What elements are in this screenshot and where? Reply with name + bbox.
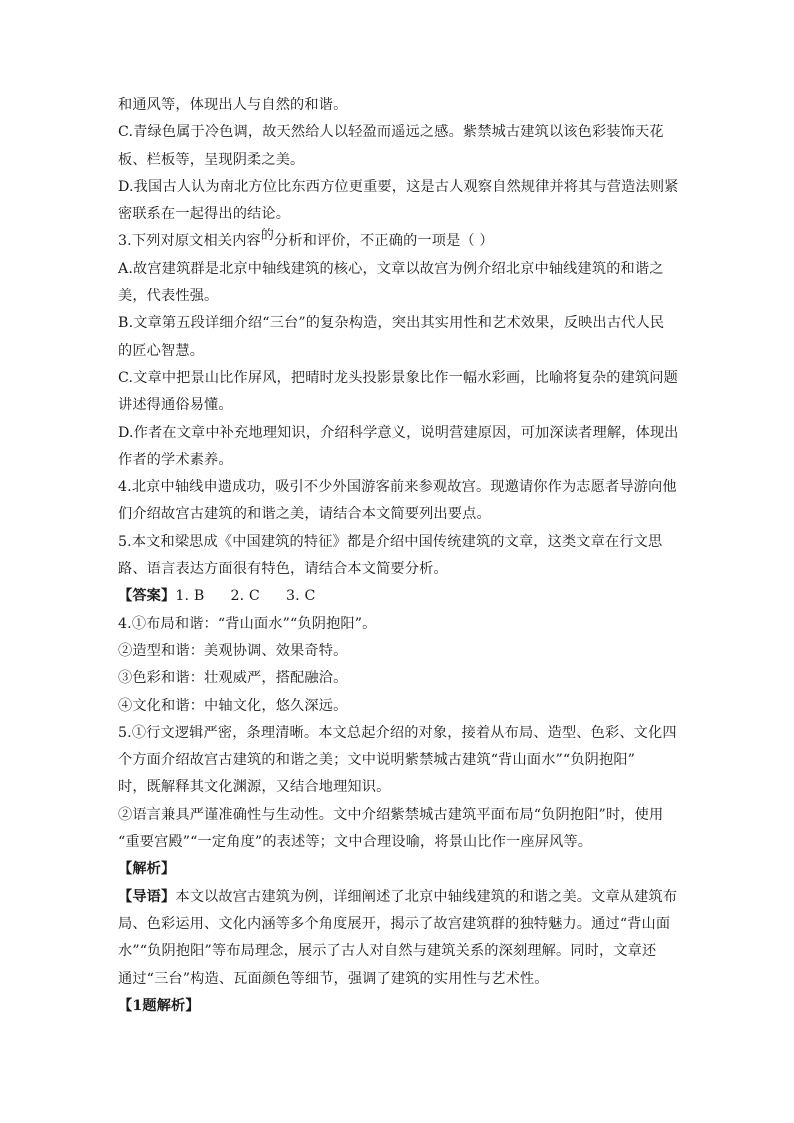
answer-4-point-4: ④文化和谐：中轴文化，悠久深远。 <box>118 697 348 714</box>
answer-label: 【答案】 <box>118 588 176 605</box>
intro-text: 本文以故宫古建筑为例，详细阐述了北京中轴线建筑的和谐之美。文章从建筑布 <box>175 888 678 905</box>
answer-5-point-2: ②语言兼具严谨准确性与生动性。文中介绍紫禁城古建筑平面布局“负阴抱阳”时，使用 <box>118 806 664 823</box>
answer-4-point-2: ②造型和谐：美观协调、效果奇特。 <box>118 642 348 659</box>
answer-1: 1. B <box>175 588 205 605</box>
option-d: D.作者在文章中补充地理知识，介绍科学意义，说明营建原因，可加深读者理解，体现出 <box>118 424 679 441</box>
text-line: 的匠心智慧。 <box>118 342 205 359</box>
answer-5-point-1: 5.①行文逻辑严密，条理清晰。本文总起介绍的对象，接着从布局、造型、色彩、文化四 <box>118 724 677 741</box>
analysis-heading: 【解析】 <box>118 861 176 878</box>
question-4: 4.北京中轴线申遗成功，吸引不少外国游客前来参观故宫。现邀请你作为志愿者导游向他 <box>118 479 677 496</box>
text-line: 通过“三台”构造、瓦面颜色等细节，强调了建筑的实用性与艺术性。 <box>118 970 549 987</box>
question-3-superscript: 的 <box>260 228 275 244</box>
text-line: “重要宫殿”“一定角度”的表述等；文中合理设喻，将景山比作一座屏风等。 <box>118 834 593 851</box>
question-1-analysis-heading: 【1题解析】 <box>118 997 200 1014</box>
text-line: 讲述得通俗易懂。 <box>118 397 233 414</box>
text-line: 时，既解释其文化渊源，又结合地理知识。 <box>118 779 391 796</box>
text-line: 路、语言表达方面很有特色，请结合本文简要分析。 <box>118 561 448 578</box>
answer-line <box>118 583 678 610</box>
question-3-prefix: 3.下列对原文相关内容 <box>118 233 261 250</box>
option-c: C.青绿色属于冷色调，故天然给人以轻盈而遥远之感。紫禁城古建筑以该色彩装饰天花 <box>118 124 664 141</box>
text-line: 局、色彩运用、文化内涵等多个角度展开，揭示了故宫建筑群的独特魅力。通过“背山面 <box>118 915 671 932</box>
text-line: 们介绍故宫古建筑的和谐之美，请结合本文简要列出要点。 <box>118 506 491 523</box>
intro-label: 【导语】 <box>118 888 176 905</box>
text-line: 水”“负阴抱阳”等布局理念，展示了古人对自然与建筑关系的深刻理解。同时，文章还 <box>118 943 657 960</box>
question-3 <box>118 228 678 255</box>
question-3-suffix: 分析和评价，不正确的一项是（ ） <box>274 233 494 250</box>
text-line: 板、栏板等，呈现阴柔之美。 <box>118 151 305 168</box>
text-line: 美，代表性强。 <box>118 288 219 305</box>
text-line: 密联系在一起得出的结论。 <box>118 206 291 223</box>
text-line: 和通风等，体现出人与自然的和谐。 <box>118 97 348 113</box>
text-line: 作者的学术素养。 <box>118 451 233 468</box>
answer-4-point-1: 4.①布局和谐：“背山面水”“负阴抱阳”。 <box>118 615 377 632</box>
document-body <box>118 92 678 1020</box>
option-c: C.文章中把景山比作屏风，把晴时龙头投影景象比作一幅水彩画，比喻将复杂的建筑问题 <box>118 369 678 386</box>
option-d: D.我国古人认为南北方位比东西方位更重要，这是古人观察自然规律并将其与营造法则紧 <box>118 178 679 195</box>
answer-2: 2. C <box>230 588 260 605</box>
answer-3: 3. C <box>285 588 316 605</box>
option-a: A.故宫建筑群是北京中轴线建筑的核心，文章以故宫为例介绍北京中轴线建筑的和谐之 <box>118 260 664 277</box>
answer-4-point-3: ③色彩和谐：壮观威严，搭配融洽。 <box>118 670 348 687</box>
intro-line <box>118 884 678 911</box>
option-b: B.文章第五段详细介绍“三台”的复杂构造，突出其实用性和艺术效果，反映出古代人民 <box>118 315 665 332</box>
text-line: 个方面介绍故宫古建筑的和谐之美；文中说明紫禁城古建筑“背山面水”“负阴抱阳” <box>118 752 636 769</box>
question-5: 5.本文和梁思成《中国建筑的特征》都是介绍中国传统建筑的文章，这类文章在行文思 <box>118 533 663 550</box>
